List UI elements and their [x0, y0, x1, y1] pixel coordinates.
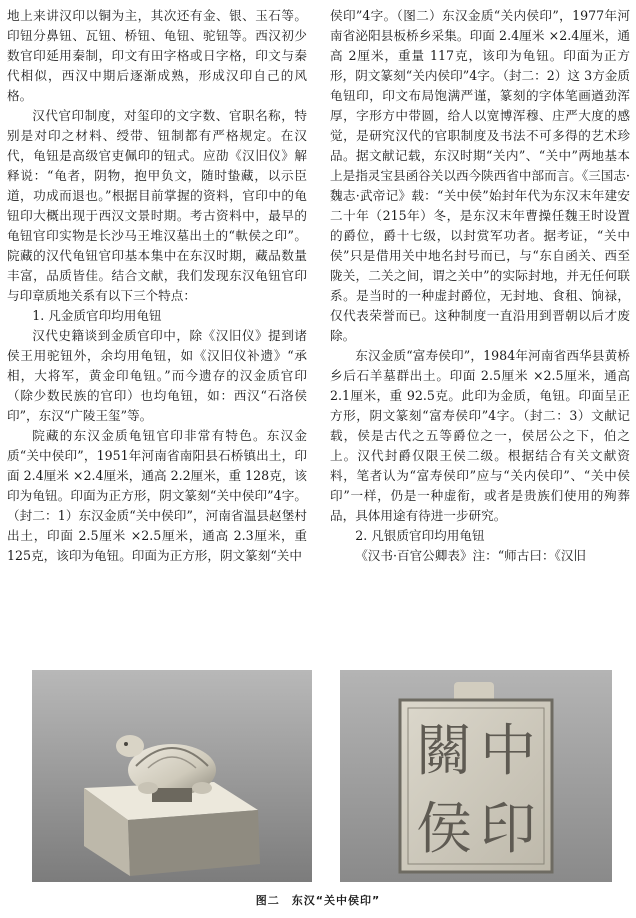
paragraph: 院藏的东汉金质龟钮官印非常有特色。东汉金质“关中侯印”，1951年河南省南阳县石桥镇出土，印面 2.4厘米 ×2.4厘米，通高 2.2厘米，重 128克，该印为龟钮。印面为正方形，阴文篆刻“关中侯印”4字。（封二：1）东汉金质“关中侯印”，河南省温县赵堡村出土，印面 2.5厘米 ×2.5厘米，通高 2.3厘米，重 125克，该印为龟钮。印面为正方形，阴文篆刻“关中 — [7, 428, 307, 563]
seal-character: 印 — [480, 797, 536, 862]
right-text-column — [330, 6, 630, 566]
section-heading: 2. 凡银质官印均用龟钮 — [355, 528, 485, 543]
paragraph: 东汉金质“富寿侯印”，1984年河南省西华县黄桥乡后石羊墓群出土。印面 2.5厘米 ×2.5厘米，通高 2.1厘米，重 92.5克。此印为金质，龟钮。印面呈正方形，阴文篆刻“富寿侯印”4字。（封二：3）文献记载，侯是古代之五等爵位之一，侯居公之下，伯之上。汉代封爵仅限王侯二级。根据结合有关文献资料，笔者认为“富寿侯印”应与“关内侯印”、“关中侯印”一样，仍是一种虚衔，或者是贵族们使用的殉葬品，具体用途有待进一步研究。 — [330, 348, 630, 523]
section-heading: 1. 凡金质官印均用龟钮 — [32, 308, 162, 323]
seal-turtle-knob-photo — [32, 670, 312, 882]
paragraph: 地上来讲汉印以铜为主，其次还有金、银、玉石等。印钮分鼻钮、瓦钮、桥钮、龟钮、驼钮等。西汉初少数官印延用秦制，印文有田字格或日字格，印文与秦代相似，西汉中期后逐渐成熟，形成汉印自己的风格。 — [7, 8, 307, 103]
seal-imprint-face-image — [340, 670, 612, 882]
paragraph: 侯印”4字。（图二）东汉金质“关内侯印”，1977年河南省泌阳县板桥乡采集。印面 2.4厘米 ×2.4厘米，通高 2厘米，重量 117克，该印为龟钮。印面为正方形，阴文篆刻“关内侯印”4字。（封二：2）这 3方金质龟钮印，印文布局饱满严谨，篆刻的字体笔画遒劲浑厚，字形方中带圆，给人以宽博浑穆、庄严大度的感觉，是研究汉代的官职制度及书法不可多得的艺术珍品。据文献记载，东汉时期“关内”、“关中”两地基本上是指灵宝县函谷关以西今陕西省中部而言。《三国志·魏志·武帝记》载：“关中侯”始封年代为东汉末年建安二十年（215年）冬，是东汉末年曹操任魏王时设置的爵位，爵十七级，以封赏军功者。据考证，“关中侯”只是借用关中地名封号而已，与“东自函关、西至陇关，二关之间，谓之关中”的实际封地，并无任何联系。是当时的一种虚封爵位，无封地、食租、饷禄，仅代表荣誉而已。这种制度一直沿用到晋朝以后才废除。 — [330, 8, 630, 343]
seal-character: 侯 — [416, 797, 472, 862]
seal-turtle-knob-image — [32, 670, 312, 882]
paragraph: 汉代官印制度，对玺印的文字数、官职名称，特别是对印之材料、绶带、钮制都有严格规定。在汉代，龟钮是高级官吏佩印的钮式。应劭《汉旧仪》解释说：“龟者，阴物，抱甲负文，随时蛰藏，以示臣道，功成而退也。”根据目前掌握的资料，官印中的龟钮印大概出现于西汉文景时期。考古资料中，最早的龟钮官印实物是长沙马王堆汉墓出土的“軑侯之印”。院藏的汉代龟钮官印基本集中在东汉时期，藏品数量丰富，品质皆佳。结合文献，我们发现东汉龟钮官印与印章质地关系有以下三个特点： — [7, 108, 307, 303]
seal-imprint-face-photo — [340, 670, 612, 882]
seal-character: 關 — [416, 719, 472, 784]
figure-caption: 图二 东汉“关中侯印” — [255, 894, 381, 907]
paragraph: 《汉书·百官公卿表》注：“师古曰：《汉旧 — [355, 548, 587, 563]
paragraph: 汉代史籍谈到金质官印中，除《汉旧仪》提到诸侯王用驼钮外，余均用龟钮，如《汉旧仪补遗》“承相，大将军，黄金印龟钮。”而今遗存的汉金质官印（除少数民族的官印）也均龟钮，如：西汉“石洛侯印”，东汉“广陵王玺”等。 — [7, 328, 307, 423]
seal-character: 中 — [480, 719, 536, 784]
left-text-column — [7, 6, 307, 566]
